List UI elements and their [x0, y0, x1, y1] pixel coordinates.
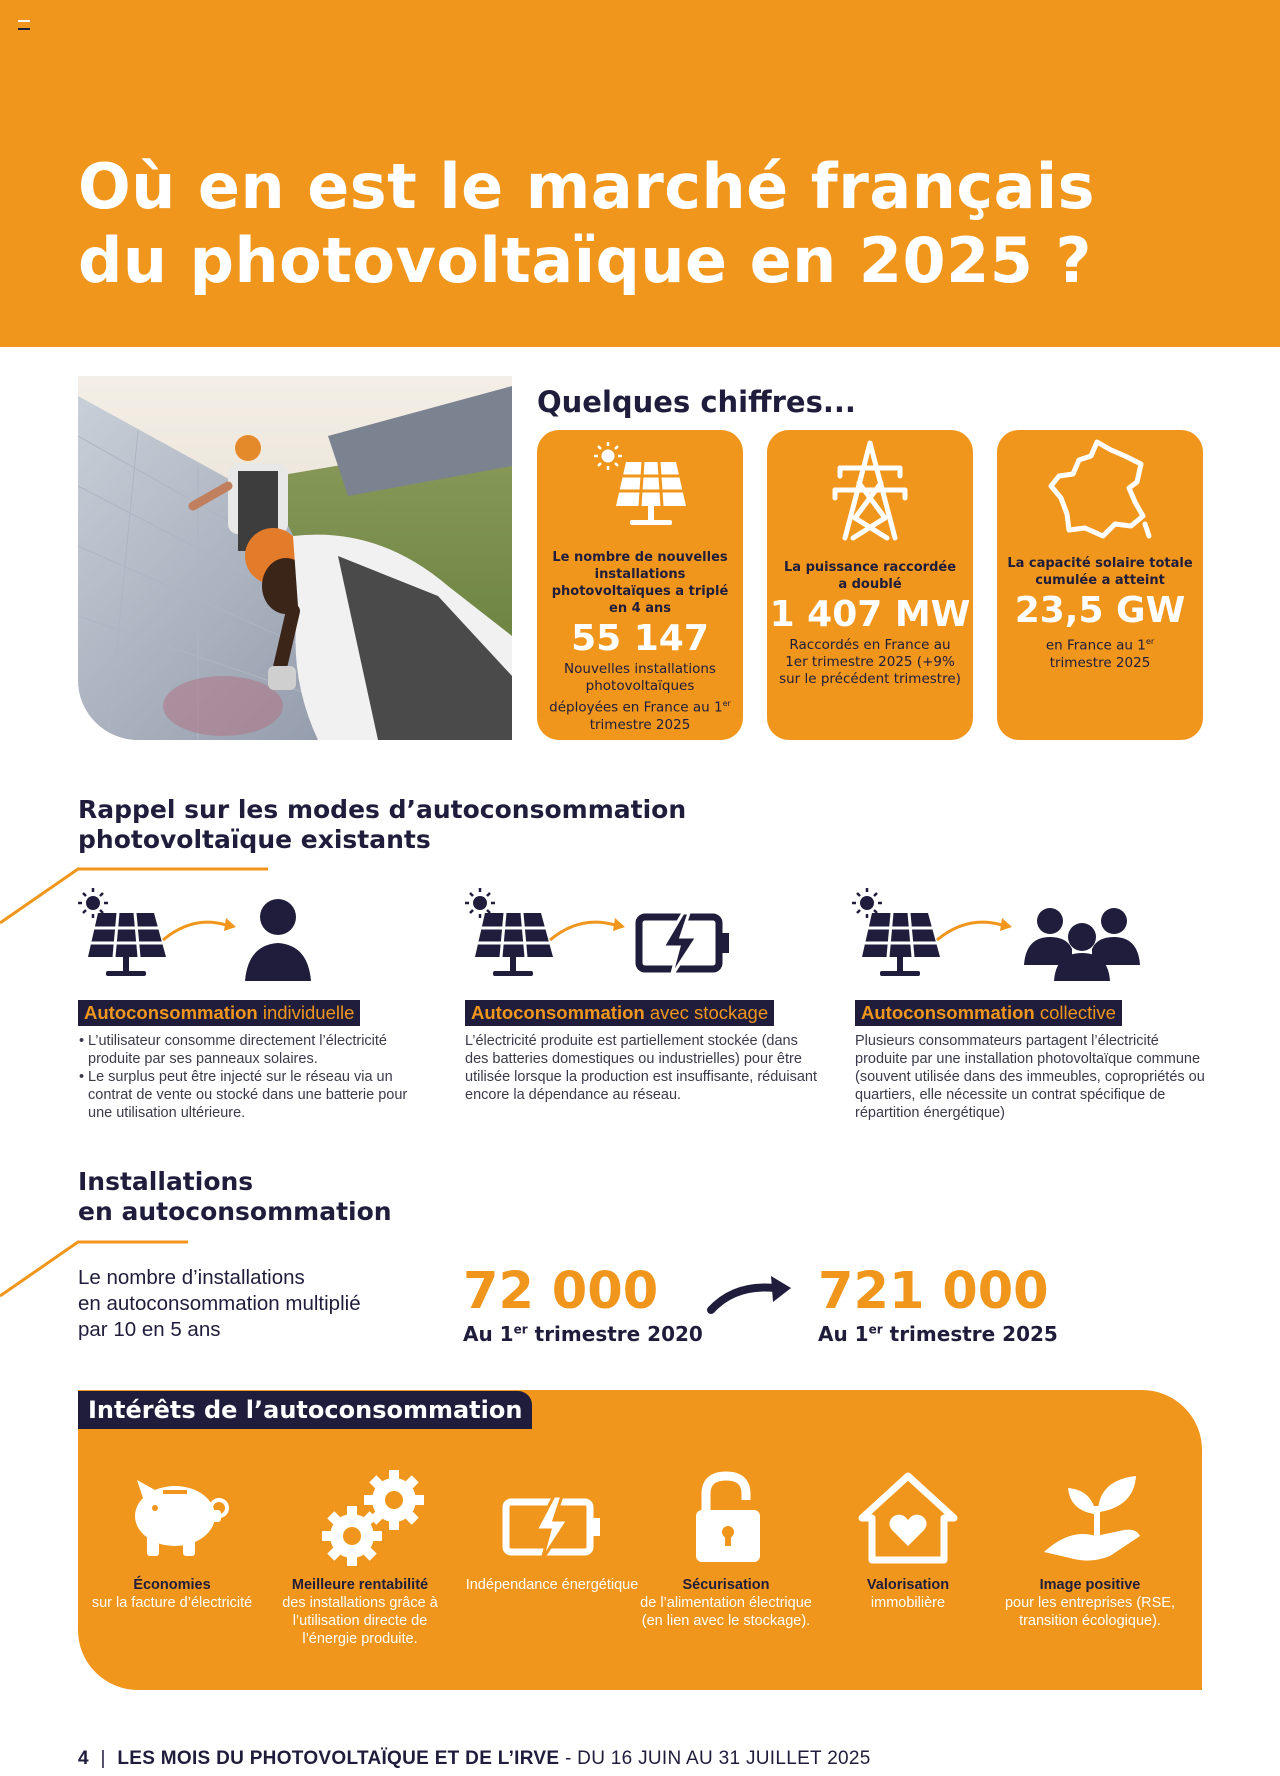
mode-individuelle-illustration: [78, 885, 328, 995]
mode-badge-stockage: Autoconsommation avec stockage: [465, 1000, 774, 1026]
solar-panel-icon: [590, 440, 690, 536]
menu-icon: [18, 20, 30, 30]
piggy-bank-icon: [125, 1470, 235, 1566]
stat-value: 55 147: [571, 618, 709, 659]
mode-collective-illustration: [852, 885, 1152, 995]
gears-icon: [318, 1470, 428, 1566]
list-item: • Le surplus peut être injecté sur le réseau via un contrat de vente ou stocké dans une batterie pour une utilisation ultérieure.: [88, 1068, 408, 1122]
installations-heading: Installations en autoconsommation: [78, 1167, 392, 1226]
mode-text-individuelle: [78, 1032, 408, 1122]
benefit-economies: Économies sur la facture d’électricité: [91, 1577, 253, 1611]
battery-icon: [639, 913, 729, 977]
solar-panel-icon: [475, 913, 553, 976]
stat-desc: Raccordés en France au 1er trimestre 2025 (+9% sur le précédent trimestre): [779, 637, 961, 687]
workers-photo: [78, 376, 512, 740]
france-map-icon: [1045, 436, 1155, 546]
mode-text-stockage: L’électricité produite est partiellement stockée (dans des batteries domestiques ou industrielles) pour être utilisée lorsque la production est insuffisante, réduisant encore la dépendance au réseau.: [465, 1033, 817, 1103]
solar-panel-icon: [88, 913, 166, 976]
group-icon: [1024, 908, 1140, 981]
footer: [78, 1748, 871, 1770]
mode-text-collective: Plusieurs consommateurs partagent l’électricité produite par une installation photovoltaïque commune (souvent utilisée dans des immeubles, copropriétés ou quartiers, elle nécessite un contrat spécifique de répartition énergétique): [855, 1033, 1205, 1121]
stat-value: 1 407 MW: [769, 594, 971, 635]
stat-desc: en France au 1er trimestre 2025: [1045, 636, 1155, 671]
arrow-icon: [705, 1268, 795, 1318]
mode-stockage-illustration: [465, 885, 735, 995]
benefit-independance: Indépendance énergétique: [465, 1577, 639, 1593]
stat-card-puissance: [767, 430, 973, 740]
footer-separator: |: [100, 1748, 106, 1769]
page-number: 4: [78, 1748, 89, 1769]
benefit-image: Image positive pour les entreprises (RSE, transition écologique).: [1004, 1577, 1176, 1629]
installations-to-label: Au 1er trimestre 2025: [818, 1322, 1058, 1346]
stat-card-installations: [537, 430, 743, 740]
stat-label: Le nombre de nouvelles installations photovoltaïques a triplé en 4 ans: [551, 550, 729, 616]
pylon-icon: [825, 438, 915, 548]
footer-title: LES MOIS DU PHOTOVOLTAÏQUE ET DE L’IRVE: [117, 1748, 560, 1769]
solar-panel-icon: [862, 913, 940, 976]
padlock-icon: [690, 1470, 770, 1570]
stat-label: La capacité solaire totale cumulée a atteint: [1007, 556, 1193, 588]
person-icon: [245, 899, 311, 981]
mode-badge-individuelle: Autoconsommation individuelle: [78, 1000, 360, 1026]
footer-dates: - DU 16 JUIN AU 31 JUILLET 2025: [559, 1748, 871, 1769]
stat-label: La puissance raccordée a doublé: [783, 560, 957, 592]
page-title-line1: Où en est le marché français: [78, 150, 1096, 223]
modes-heading: Rappel sur les modes d’autoconsommation photovoltaïque existants: [78, 795, 687, 854]
chiffres-heading: Quelques chiffres...: [537, 385, 856, 419]
stat-desc: Nouvelles installations photovoltaïques déployées en France au 1er trimestre 2025: [549, 661, 731, 733]
benefit-securisation: Sécurisation de l’alimentation électrique (en lien avec le stockage).: [640, 1577, 812, 1629]
interets-heading: Intérêts de l’autoconsommation: [78, 1391, 532, 1429]
benefit-rentabilite: Meilleure rentabilité des installations grâce à l’utilisation directe de l’énergie produite.: [282, 1577, 438, 1647]
installations-from-label: Au 1er trimestre 2020: [463, 1322, 703, 1346]
house-heart-icon: [858, 1470, 958, 1566]
battery-icon: [500, 1490, 610, 1566]
installations-to-value: 721 000: [818, 1262, 1049, 1321]
page-title: [78, 150, 1228, 298]
page-title-line2: du photovoltaïque en 2025 ?: [78, 224, 1092, 297]
benefit-valorisation: Valorisation immobilière: [866, 1577, 950, 1611]
hand-plant-icon: [1040, 1470, 1150, 1566]
interets-panel: [78, 1390, 1202, 1690]
installations-text: Le nombre d’installations en autoconsommation multiplié par 10 en 5 ans: [78, 1266, 361, 1341]
list-item: • L’utilisateur consomme directement l’électricité produite par ses panneaux solaires.: [88, 1032, 408, 1068]
installations-from-value: 72 000: [463, 1262, 659, 1321]
stat-value: 23,5 GW: [1014, 590, 1186, 631]
stat-card-capacite: [997, 430, 1203, 740]
mode-badge-collective: Autoconsommation collective: [855, 1000, 1122, 1026]
